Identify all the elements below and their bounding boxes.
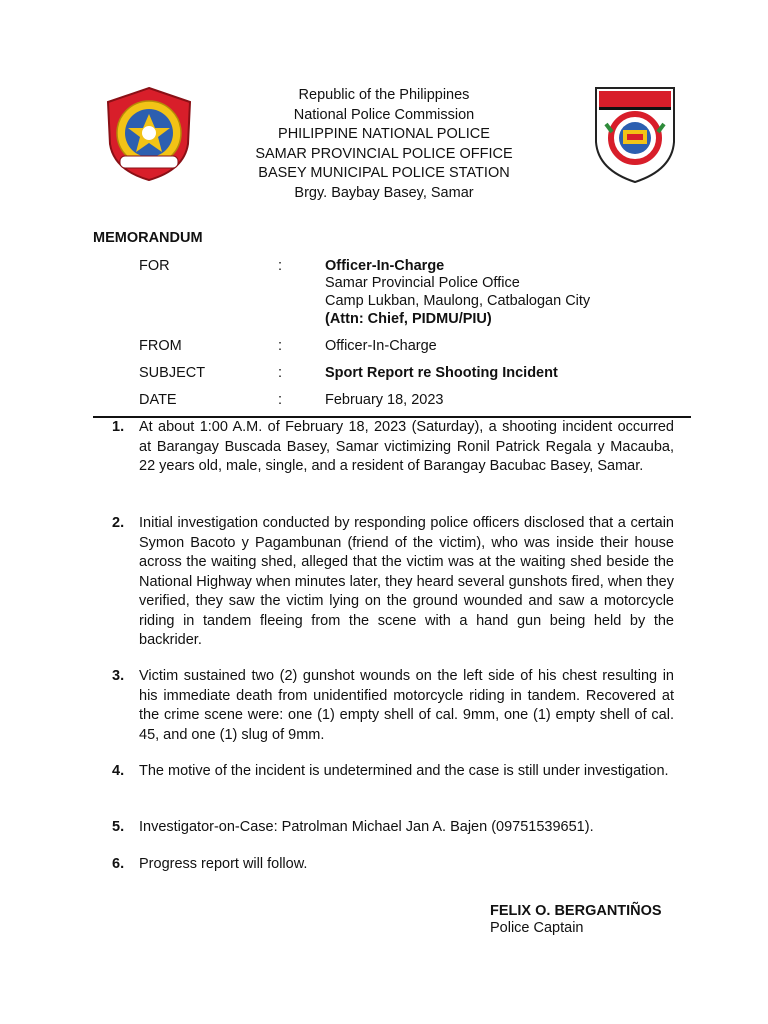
memo-for-recipient: Officer-In-Charge: [325, 258, 445, 274]
signatory-name: FELIX O. BERGANTIÑOS: [490, 903, 662, 919]
paragraph-text: Investigator-on-Case: Patrolman Michael Jan A. Bajen (09751539651).: [139, 819, 594, 835]
memo-subject-value: Sport Report re Shooting Incident: [325, 365, 558, 381]
memo-for-office: Samar Provincial Police Office: [325, 275, 520, 291]
paragraph-number: 3.: [112, 668, 125, 684]
paragraph-2: [112, 514, 674, 651]
paragraph-5: [112, 818, 674, 838]
paragraph-3: [112, 667, 674, 745]
paragraph-6: [112, 855, 674, 875]
signatory-rank: Police Captain: [490, 920, 584, 936]
paragraph-text: The motive of the incident is undetermined and the case is still under investigation.: [139, 763, 669, 779]
paragraph-number: 1.: [112, 419, 125, 435]
letterhead-line: BASEY MUNICIPAL POLICE STATION: [258, 165, 510, 181]
memo-date-label: DATE: [139, 392, 177, 408]
paragraph-text: Initial investigation conducted by responding police officers disclosed that a certain Symon Bacoto y Pagambunan (friend of the victim), who was inside their house across the waiting shed, alleged that the victim was at the waiting shed beside the National Highway when minutes later, they heard several gunshots fired, when they verified, they saw the victim lying on the ground wounded and saw a motorcycle riding in tandem fleeing from the scene with a hand gun being held by the backrider.: [139, 515, 674, 648]
letterhead-line: Brgy. Baybay Basey, Samar: [294, 184, 474, 201]
memo-colon: :: [278, 365, 283, 381]
memo-title: MEMORANDUM: [93, 230, 203, 246]
paragraph-1: [112, 418, 674, 477]
paragraph-text: Victim sustained two (2) gunshot wounds on the left side of his chest resulting in his immediate death from unidentified motorcycle riding in tandem. Recovered at the crime scene were: one (1) empty shell of cal. 9mm, one (1) empty shell of cal. 45, and one (1) slug of 9mm.: [139, 668, 674, 743]
memo-for-attention: (Attn: Chief, PIDMU/PIU): [325, 311, 492, 327]
memo-subject-label: SUBJECT: [139, 365, 206, 381]
paragraph-number: 2.: [112, 515, 125, 531]
letterhead-line: Republic of the Philippines: [298, 87, 470, 103]
paragraph-number: 5.: [112, 819, 125, 835]
letterhead-line: National Police Commission: [293, 106, 475, 123]
memo-for-label: FOR: [139, 258, 170, 274]
paragraph-number: 4.: [112, 763, 125, 779]
memo-for-address: Camp Lukban, Maulong, Catbalogan City: [325, 293, 591, 309]
memo-colon: :: [278, 338, 283, 354]
paragraph-number: 6.: [112, 856, 125, 872]
letterhead-line: PHILIPPINE NATIONAL POLICE: [278, 126, 490, 142]
memo-colon: :: [278, 258, 283, 274]
memo-from-value: Officer-In-Charge: [325, 338, 437, 354]
samar-ppo-badge-icon: [592, 84, 678, 184]
paragraph-4: [112, 762, 674, 782]
paragraph-text: Progress report will follow.: [139, 856, 308, 872]
paragraph-text: At about 1:00 A.M. of February 18, 2023 (Saturday), a shooting incident occurred at Barangay Buscada Basey, Samar victimizing Ronil Patrick Regala y Macauba, 22 years old, male, single, and a resident of Barangay Bacubac Basey, Samar.: [139, 419, 674, 474]
letterhead-line: SAMAR PROVINCIAL POLICE OFFICE: [255, 145, 513, 162]
memo-date-value: February 18, 2023: [325, 392, 444, 408]
memo-colon: :: [278, 392, 283, 408]
memo-from-label: FROM: [139, 338, 182, 354]
